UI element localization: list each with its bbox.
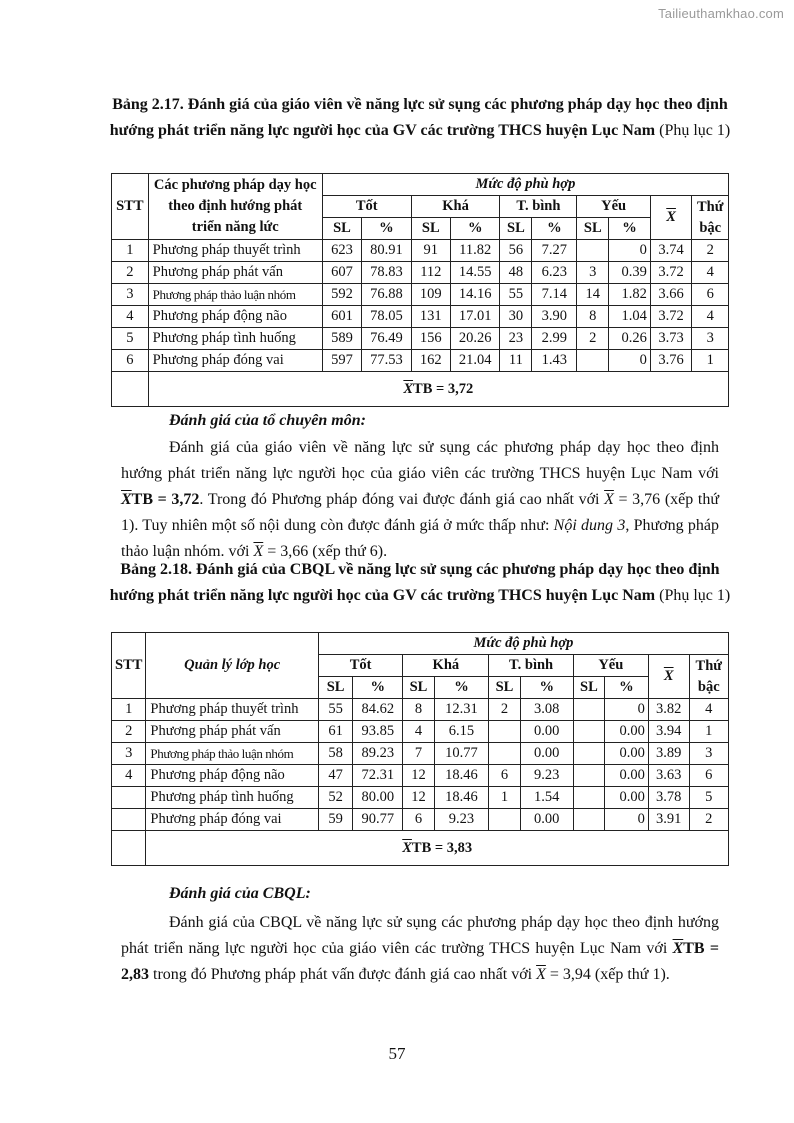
cell-empty	[112, 831, 146, 866]
cell-stt: 5	[112, 328, 149, 350]
cell: 3.08	[520, 699, 573, 721]
sub-pct: %	[353, 677, 403, 699]
cell-method: Phương pháp tình huống	[148, 328, 322, 350]
cell: 12	[403, 765, 434, 787]
cell-method: Phương pháp phát vấn	[146, 721, 318, 743]
sub-sl: SL	[577, 218, 609, 240]
cell: 72.31	[353, 765, 403, 787]
cell	[489, 743, 520, 765]
cell: 9.23	[520, 765, 573, 787]
cell-rank: 2	[689, 809, 728, 831]
header-method: Các phương pháp dạy học theo định hướng phát triển năng lức	[148, 174, 322, 240]
cell: 607	[322, 262, 361, 284]
header-level-fair: Khá	[403, 655, 489, 677]
header-stt: STT	[112, 633, 146, 699]
cell: 3.90	[532, 306, 577, 328]
cell-rank: 4	[692, 306, 729, 328]
cell: 58	[318, 743, 352, 765]
cell-method: Phương pháp phát vấn	[148, 262, 322, 284]
cell-mean: 3.89	[648, 743, 689, 765]
overall-mean	[146, 831, 729, 866]
cell	[577, 240, 609, 262]
sub-sl: SL	[573, 677, 604, 699]
cell: 1.43	[532, 350, 577, 372]
cell	[573, 743, 604, 765]
cell-rank: 6	[692, 284, 729, 306]
cell-method: Phương pháp động não	[146, 765, 318, 787]
cell-method: Phương pháp thuyết trình	[148, 240, 322, 262]
text: TB = 2,83	[121, 940, 719, 983]
overall-mean-value: TB = 3,83	[411, 839, 473, 856]
cell: 20.26	[450, 328, 499, 350]
mean-symbol: $\overline{X}$	[666, 209, 676, 225]
header-level-fair: Khá	[411, 196, 500, 218]
cell: 162	[411, 350, 450, 372]
cell-rank: 3	[692, 328, 729, 350]
text: = 3,94 (xếp thứ 1).	[545, 966, 670, 983]
cell: 0.00	[605, 787, 649, 809]
table-row	[112, 262, 729, 284]
cell-mean: 3.66	[650, 284, 692, 306]
cell: 2	[489, 699, 520, 721]
cell: 589	[322, 328, 361, 350]
cell-method: Phương pháp tình huống	[146, 787, 318, 809]
table-row	[112, 284, 729, 306]
cell	[573, 809, 604, 831]
cell: 0.00	[605, 765, 649, 787]
cell: 48	[500, 262, 532, 284]
table1-caption-note: (Phụ lục 1)	[655, 122, 731, 139]
cell: 59	[318, 809, 352, 831]
sub-pct: %	[362, 218, 411, 240]
text: TB = 3,72	[131, 491, 200, 508]
cell: 78.05	[362, 306, 411, 328]
cell-rank: 1	[689, 721, 728, 743]
table1	[111, 173, 729, 407]
cell: 8	[577, 306, 609, 328]
cell: 601	[322, 306, 361, 328]
cell-mean: 3.82	[648, 699, 689, 721]
cell-stt: 3	[112, 743, 146, 765]
cell-mean: 3.94	[648, 721, 689, 743]
cell-stt: 2	[112, 262, 149, 284]
table-row	[112, 809, 729, 831]
cell: 47	[318, 765, 352, 787]
cell: 11	[500, 350, 532, 372]
cell: 76.88	[362, 284, 411, 306]
text: Đánh giá của giáo viên về năng lực sử sụng các phương pháp dạy học theo định hướng phát triển năng lực người học của giáo viên các trường THCS huyện Lục Nam với	[121, 439, 719, 482]
text: , Phương pháp thảo luận nhóm. với	[121, 517, 719, 560]
cell: 12.31	[434, 699, 489, 721]
text: = 3,66 (xếp thứ 6).	[263, 543, 388, 560]
mean-symbol: $\overline{X}$	[402, 839, 412, 856]
table-row	[112, 240, 729, 262]
cell-mean: 3.78	[648, 787, 689, 809]
cell-rank: 3	[689, 743, 728, 765]
cell: 0.00	[605, 743, 649, 765]
cell: 112	[411, 262, 450, 284]
sub-sl: SL	[322, 218, 361, 240]
header-mean	[648, 655, 689, 699]
cell: 0.00	[605, 721, 649, 743]
cell: 2	[577, 328, 609, 350]
overall-mean	[148, 372, 728, 407]
sub-pct: %	[520, 677, 573, 699]
cell: 90.77	[353, 809, 403, 831]
header-suitability: Mức độ phù hợp	[322, 174, 728, 196]
section2-paragraph	[121, 910, 719, 988]
cell: 78.83	[362, 262, 411, 284]
table2	[111, 632, 729, 866]
table-row	[112, 721, 729, 743]
page-number: 57	[388, 1044, 406, 1063]
cell: 10.77	[434, 743, 489, 765]
mean-symbol: $\overline{X}$	[663, 668, 674, 684]
cell-mean: 3.73	[650, 328, 692, 350]
cell: 7.27	[532, 240, 577, 262]
section1-paragraph	[121, 435, 719, 565]
sub-pct: %	[532, 218, 577, 240]
header-level-good: Tốt	[318, 655, 402, 677]
cell: 84.62	[353, 699, 403, 721]
average-row	[112, 372, 729, 407]
cell-rank: 2	[692, 240, 729, 262]
cell-rank: 6	[689, 765, 728, 787]
cell: 12	[403, 787, 434, 809]
cell: 89.23	[353, 743, 403, 765]
text: Đánh giá của CBQL về năng lực sử sụng các phương pháp dạy học theo định hướng phát triển năng lực người học của giáo viên các trường THCS huyện Lục Nam với	[121, 914, 719, 957]
cell-method: Phương pháp động não	[148, 306, 322, 328]
header-stt: STT	[112, 174, 149, 240]
table-row	[112, 743, 729, 765]
text: . Trong đó Phương pháp đóng vai được đánh giá cao nhất với	[199, 491, 605, 508]
cell-mean: 3.76	[650, 350, 692, 372]
cell: 0.39	[609, 262, 651, 284]
table-row	[112, 765, 729, 787]
mean-symbol: $\overline{X}$	[253, 543, 264, 560]
text: = 3,76 (xếp thứ 1). Tuy nhiên một số nội dung còn được đánh giá ở mức thấp như:	[121, 491, 719, 534]
mean-symbol: $\overline{X}$	[121, 491, 132, 508]
sub-sl: SL	[403, 677, 434, 699]
cell: 6.23	[532, 262, 577, 284]
mean-symbol: $\overline{X}$	[536, 966, 546, 983]
cell: 4	[403, 721, 434, 743]
cell: 592	[322, 284, 361, 306]
cell: 0.00	[520, 721, 573, 743]
cell	[489, 809, 520, 831]
sub-sl: SL	[500, 218, 532, 240]
sub-pct: %	[434, 677, 489, 699]
cell-stt: 4	[112, 306, 149, 328]
cell: 11.82	[450, 240, 499, 262]
average-row	[112, 831, 729, 866]
cell: 80.91	[362, 240, 411, 262]
sub-sl: SL	[318, 677, 352, 699]
cell: 14	[577, 284, 609, 306]
cell: 109	[411, 284, 450, 306]
sub-pct: %	[609, 218, 651, 240]
table2-caption-title: Bảng 2.18. Đánh giá của CBQL về năng lực sử sụng các phương pháp dạy học theo định hướng phát triển năng lực người học của GV các trường THCS huyện Lục Nam	[109, 561, 720, 604]
cell-mean: 3.63	[648, 765, 689, 787]
cell	[573, 787, 604, 809]
cell: 3	[577, 262, 609, 284]
cell: 0.00	[520, 743, 573, 765]
cell: 0	[609, 240, 651, 262]
cell: 30	[500, 306, 532, 328]
cell: 0.00	[520, 809, 573, 831]
mean-symbol: $\overline{X}$	[604, 491, 614, 508]
cell-stt: 2	[112, 721, 146, 743]
cell: 55	[318, 699, 352, 721]
cell-mean: 3.72	[650, 262, 692, 284]
cell-method: Phương pháp thuyết trình	[146, 699, 318, 721]
cell: 61	[318, 721, 352, 743]
cell: 156	[411, 328, 450, 350]
sub-pct: %	[605, 677, 649, 699]
cell	[489, 721, 520, 743]
cell-method: Phương pháp thảo luận nhóm	[146, 743, 318, 765]
cell: 91	[411, 240, 450, 262]
cell: 8	[403, 699, 434, 721]
table-row	[112, 306, 729, 328]
cell-stt: 3	[112, 284, 149, 306]
cell: 623	[322, 240, 361, 262]
cell: 0.26	[609, 328, 651, 350]
cell-method: Phương pháp đóng vai	[146, 809, 318, 831]
cell: 52	[318, 787, 352, 809]
table2-caption	[100, 557, 740, 609]
cell: 1	[489, 787, 520, 809]
cell: 0	[609, 350, 651, 372]
cell: 1.82	[609, 284, 651, 306]
cell: 76.49	[362, 328, 411, 350]
cell: 55	[500, 284, 532, 306]
table1-caption	[100, 92, 740, 144]
table-row	[112, 787, 729, 809]
cell-rank: 5	[689, 787, 728, 809]
cell: 18.46	[434, 765, 489, 787]
cell: 0	[605, 809, 649, 831]
cell: 131	[411, 306, 450, 328]
table2-caption-note: (Phụ lục 1)	[655, 587, 731, 604]
cell: 2.99	[532, 328, 577, 350]
header-level-weak: Yếu	[573, 655, 648, 677]
header-method: Quản lý lớp học	[146, 633, 318, 699]
cell-stt: 1	[112, 240, 149, 262]
cell: 80.00	[353, 787, 403, 809]
cell: 17.01	[450, 306, 499, 328]
cell-stt	[112, 787, 146, 809]
header-suitability: Mức độ phù hợp	[318, 633, 728, 655]
cell: 6	[403, 809, 434, 831]
table1-caption-title: Bảng 2.17. Đánh giá của giáo viên về năng lực sử sụng các phương pháp dạy học theo định hướng phát triển năng lực người học của GV các trường THCS huyện Lục Nam	[109, 96, 728, 139]
mean-symbol: $\overline{X}$	[672, 940, 684, 957]
table-row	[112, 328, 729, 350]
section2-title: Đánh giá của CBQL:	[169, 885, 311, 902]
cell: 56	[500, 240, 532, 262]
table-row	[112, 699, 729, 721]
cell: 14.55	[450, 262, 499, 284]
cell: 14.16	[450, 284, 499, 306]
cell	[573, 721, 604, 743]
cell: 7	[403, 743, 434, 765]
cell: 9.23	[434, 809, 489, 831]
cell	[573, 765, 604, 787]
cell-mean: 3.72	[650, 306, 692, 328]
cell: 18.46	[434, 787, 489, 809]
cell	[573, 699, 604, 721]
header-rank: Thứ bậc	[689, 655, 728, 699]
cell: 597	[322, 350, 361, 372]
cell-method: Phương pháp đóng vai	[148, 350, 322, 372]
cell	[577, 350, 609, 372]
cell-stt	[112, 809, 146, 831]
cell-stt: 4	[112, 765, 146, 787]
cell-empty	[112, 372, 149, 407]
text: Nội dung 3	[553, 517, 626, 534]
cell: 6.15	[434, 721, 489, 743]
overall-mean-value: TB = 3,72	[413, 380, 474, 397]
cell: 1.54	[520, 787, 573, 809]
cell: 6	[489, 765, 520, 787]
mean-symbol: $\overline{X}$	[403, 380, 414, 397]
header-level-weak: Yếu	[577, 196, 650, 218]
cell-method: Phương pháp thảo luận nhóm	[148, 284, 322, 306]
cell: 77.53	[362, 350, 411, 372]
text: trong đó Phương pháp phát vấn được đánh giá cao nhất với	[149, 966, 537, 983]
cell: 0	[605, 699, 649, 721]
section1-title: Đánh giá của tổ chuyên môn:	[169, 412, 366, 429]
cell-rank: 4	[692, 262, 729, 284]
cell: 93.85	[353, 721, 403, 743]
table-row	[112, 350, 729, 372]
watermark: Tailieuthamkhao.com	[658, 6, 784, 21]
cell-mean: 3.91	[648, 809, 689, 831]
cell-rank: 1	[692, 350, 729, 372]
sub-sl: SL	[489, 677, 520, 699]
header-level-good: Tốt	[322, 196, 411, 218]
cell: 23	[500, 328, 532, 350]
cell-stt: 6	[112, 350, 149, 372]
header-mean	[650, 196, 692, 240]
header-level-average: T. bình	[500, 196, 577, 218]
cell: 1.04	[609, 306, 651, 328]
cell-mean: 3.74	[650, 240, 692, 262]
cell: 21.04	[450, 350, 499, 372]
header-rank: Thứ bậc	[692, 196, 729, 240]
cell-stt: 1	[112, 699, 146, 721]
cell: 7.14	[532, 284, 577, 306]
sub-pct: %	[450, 218, 499, 240]
sub-sl: SL	[411, 218, 450, 240]
header-level-average: T. bình	[489, 655, 573, 677]
cell-rank: 4	[689, 699, 728, 721]
